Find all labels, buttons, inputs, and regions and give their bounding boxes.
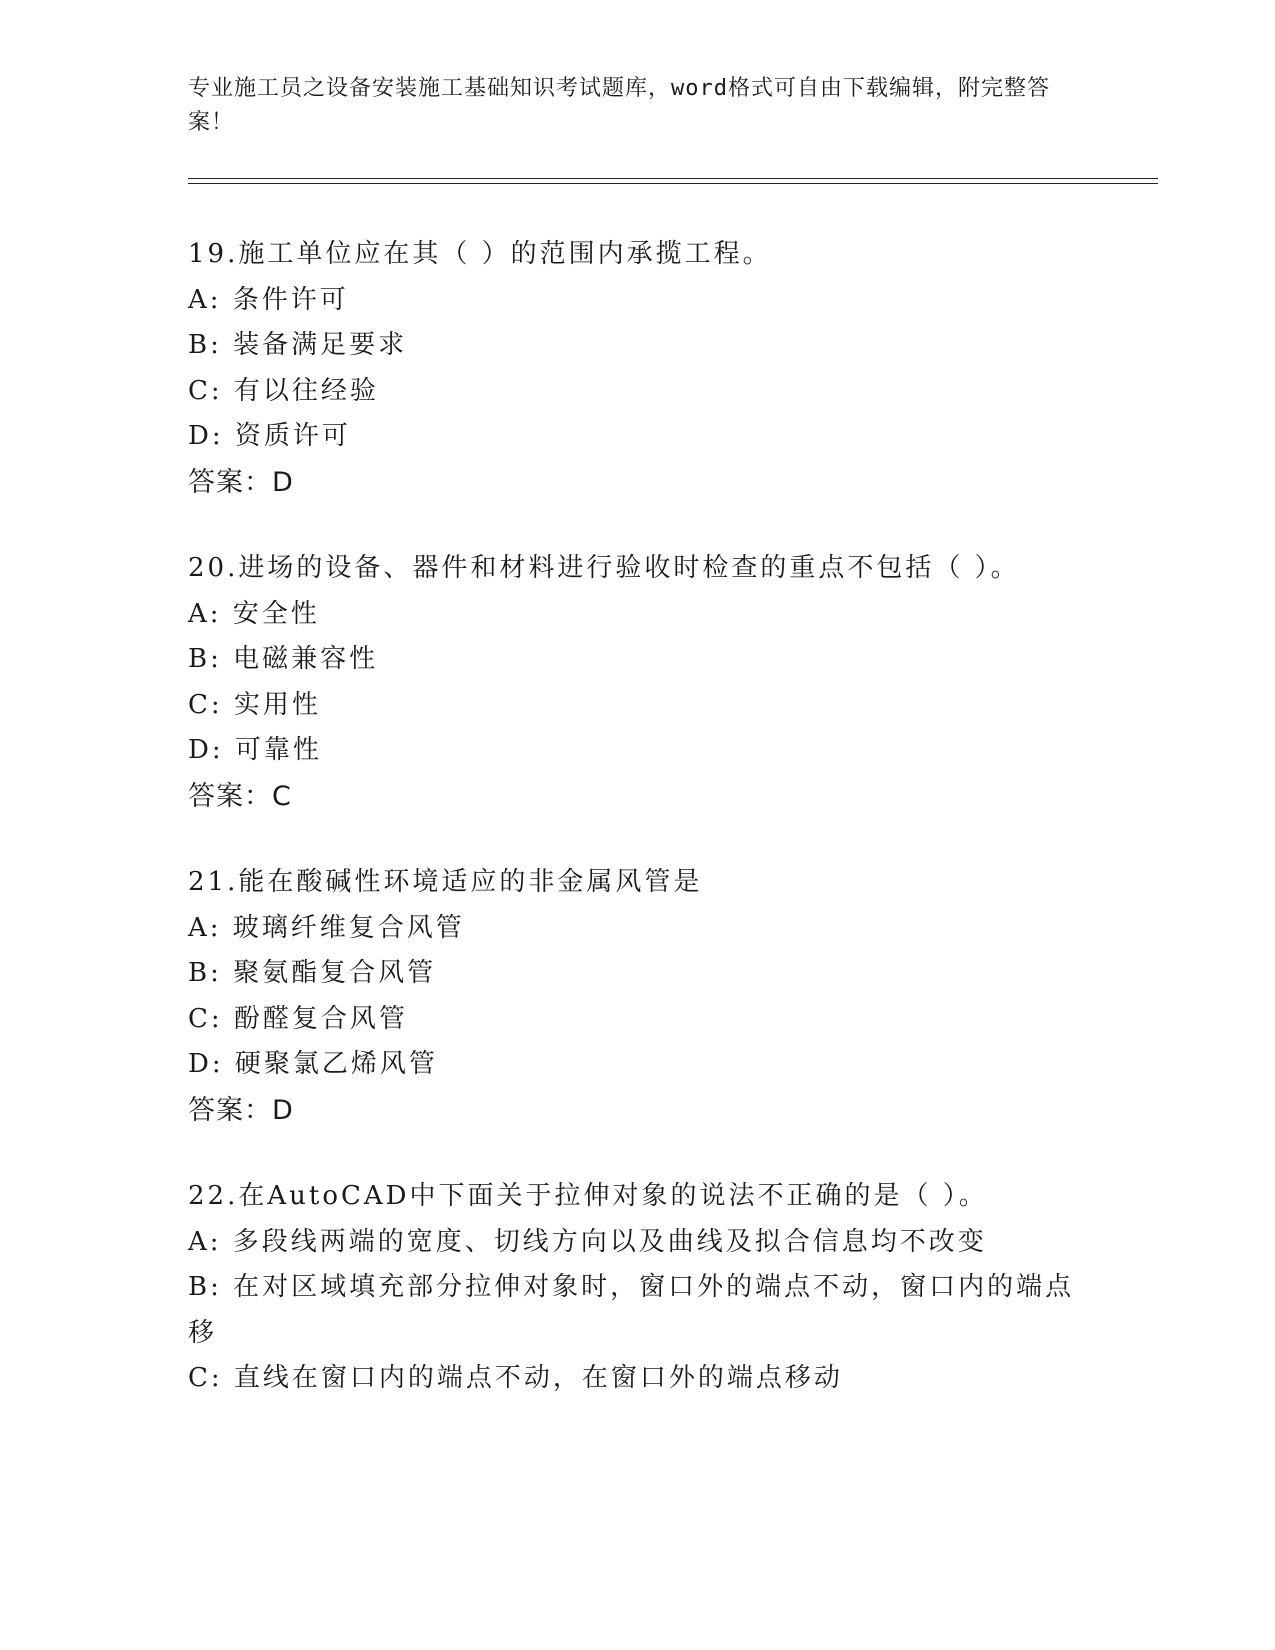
answer-line: 答案：D (188, 466, 294, 498)
option-c: C: 酚醛复合风管 (188, 1003, 408, 1034)
question-19 (188, 232, 1088, 505)
option-b: B: 在对区域填充部分拉伸对象时，窗口外的端点不动，窗口内的端点移 (188, 1272, 1075, 1348)
question-stem: 20.进场的设备、器件和材料进行验收时检查的重点不包括（ ）。 (188, 553, 1020, 583)
option-a: A: 多段线两端的宽度、切线方向以及曲线及拟合信息均不改变 (188, 1226, 987, 1257)
option-c: C: 直线在窗口内的端点不动，在窗口外的端点移动 (188, 1363, 843, 1393)
answer-line: 答案：D (188, 1094, 294, 1126)
question-stem: 21.能在酸碱性环境适应的非金属风管是 (188, 867, 703, 897)
option-a: A: 条件许可 (188, 284, 349, 315)
option-c: C: 实用性 (188, 689, 321, 720)
option-b: B: 装备满足要求 (188, 330, 408, 360)
option-c: C: 有以往经验 (188, 375, 379, 406)
option-a: A: 安全性 (188, 598, 320, 629)
question-22 (188, 1174, 1088, 1402)
option-d: D: 资质许可 (188, 421, 351, 451)
question-21 (188, 860, 1088, 1133)
option-b: B: 聚氨酯复合风管 (188, 958, 437, 988)
header-divider-top (188, 178, 1158, 179)
option-a: A: 玻璃纤维复合风管 (188, 912, 465, 943)
document-header (188, 72, 1068, 140)
header-divider-bottom (188, 183, 1158, 184)
option-b: B: 电磁兼容性 (188, 644, 379, 674)
question-stem: 22.在AutoCAD中下面关于拉伸对象的说法不正确的是（ ）。 (188, 1181, 988, 1211)
question-stem: 19.施工单位应在其（ ）的范围内承揽工程。 (188, 239, 772, 269)
question-list (188, 232, 1088, 1443)
answer-line: 答案：C (188, 780, 292, 812)
option-d: D: 硬聚氯乙烯风管 (188, 1049, 438, 1079)
header-text: 专业施工员之设备安装施工基础知识考试题库，word格式可自由下载编辑，附完整答案！ (188, 76, 1050, 135)
question-20 (188, 546, 1088, 819)
option-d: D: 可靠性 (188, 735, 322, 765)
